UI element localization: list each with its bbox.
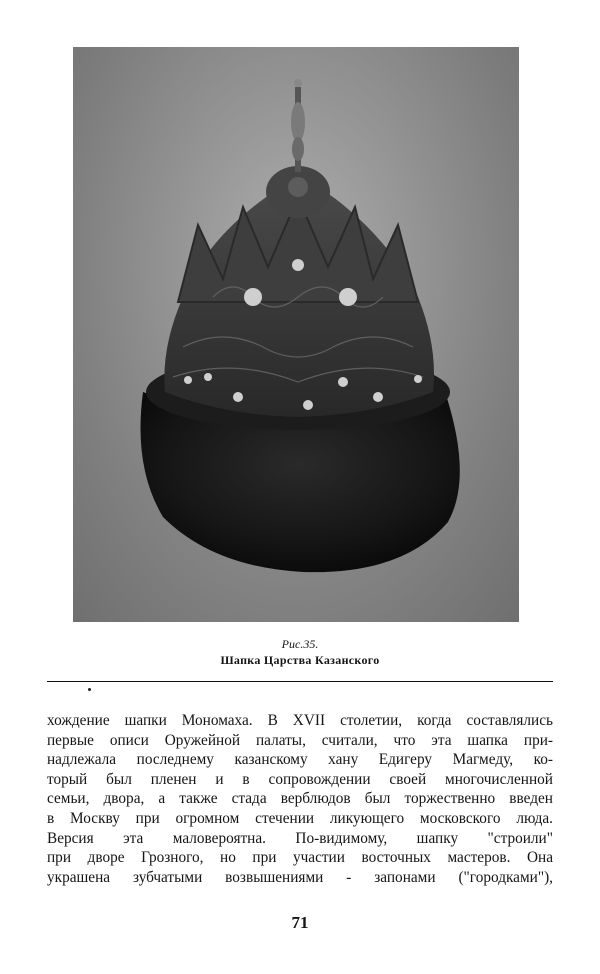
text-line: надлежала последнему казанскому хану Едигеру Магмеду, ко- xyxy=(47,751,553,769)
body-paragraph xyxy=(47,711,553,887)
section-divider xyxy=(47,681,553,682)
text-line: при дворе Грозного, но при участии восточных мастеров. Она xyxy=(47,849,553,867)
text-line: хождение шапки Мономаха. В XVII столетии, когда составлялись xyxy=(47,712,553,729)
text-line: семьи, двора, а также стада верблюдов был торжественно введен xyxy=(47,790,553,808)
text-line: первые описи Оружейной палаты, считали, что эта шапка при- xyxy=(47,731,553,749)
text-line: в Москву при огромном стечении ликующего московского люда. xyxy=(47,809,553,827)
text-line: украшена зубчатыми возвышениями - запонами ("городками"), xyxy=(47,868,553,886)
figure-caption: Шапка Царства Казанского xyxy=(220,653,380,667)
figure-number: Рис.35. xyxy=(281,637,319,651)
stray-mark xyxy=(88,688,91,691)
text-line: торый был пленен и в сопровождении своей многочисленной xyxy=(47,770,553,788)
kazan-cap-photo xyxy=(73,47,519,622)
figure-photo xyxy=(73,47,519,622)
text-line: Версия эта маловероятна. По-видимому, шапку "строили" xyxy=(47,829,553,847)
page-number: 71 xyxy=(291,913,309,932)
